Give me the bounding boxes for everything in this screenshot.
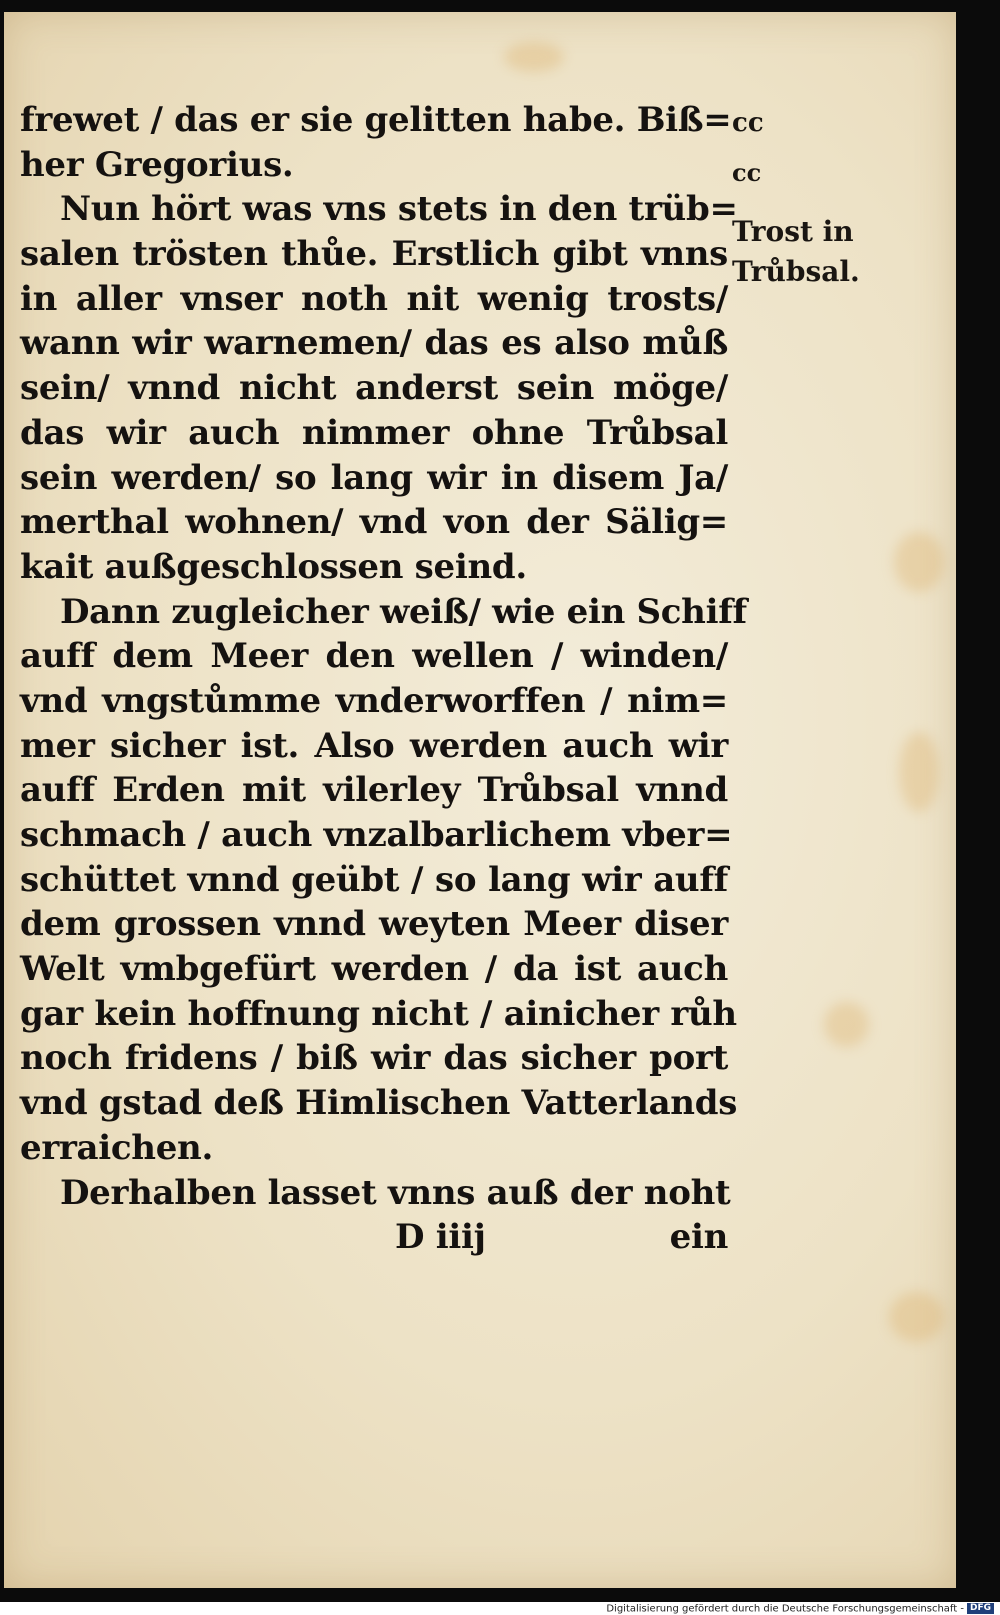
text-line: erraichen. (20, 1127, 214, 1168)
foxing-stain (894, 532, 944, 592)
text-line: mer sicher ist. Also werden auch wir (20, 725, 728, 766)
text-line: noch fridens / biß wir das sicher port (20, 1038, 728, 1079)
text-line: merthal wohnen/ vnd von der Sälig= (20, 502, 728, 543)
footer-text: Digitalisierung gefördert durch die Deutsche Forschungsgemeinschaft - (606, 1603, 964, 1615)
text-line: her Gregorius. (20, 144, 294, 185)
foxing-stain (889, 1292, 944, 1342)
marginal-note (732, 212, 862, 292)
dfg-logo[interactable]: DFG (967, 1603, 994, 1614)
text-line: auff dem Meer den wellen / winden/ (20, 636, 728, 677)
text-line: salen trösten thůe. Erstlich gibt vnns (20, 234, 728, 275)
signature-line (20, 1215, 728, 1260)
text-line: frewet / das er sie gelitten habe. Biß= (20, 100, 732, 140)
foxing-stain (824, 1002, 869, 1047)
marginal-note-line: Trůbsal. (732, 255, 860, 288)
text-line: Nun hört was vns stets in den trüb= (60, 189, 738, 230)
text-line: Dann zugleicher weiß/ wie ein Schiff (60, 591, 747, 632)
text-line: vnd gstad deß Himlischen Vatterlands (20, 1083, 738, 1124)
text-line: Welt vmbgefürt werden / da ist auch (20, 949, 728, 990)
text-line: sein werden/ so lang wir in disem Ja/ (20, 457, 728, 498)
text-line: in aller vnser noth nit wenig trosts/ (20, 278, 728, 319)
signature-mark: D iiij (395, 1217, 486, 1258)
text-line: kait außgeschlossen seind. (20, 546, 527, 587)
margin-quote-mark: cc (732, 158, 762, 187)
text-line: sein/ vnnd nicht anderst sein möge/ (20, 368, 728, 409)
text-line: dem grossen vnnd weyten Meer diser (20, 904, 728, 945)
text-line: vnd vngstůmme vnderworffen / nim= (20, 680, 728, 721)
text-line: gar kein hoffnung nicht / ainicher růh (20, 993, 737, 1034)
margin-quote-mark: cc (732, 108, 764, 138)
text-line: wann wir warnemen/ das es also můß (20, 323, 728, 364)
text-line: Derhalben lasset vnns auß der noht (60, 1172, 731, 1213)
footer-credit (606, 1603, 994, 1615)
text-line: auff Erden mit vilerley Trůbsal vnnd (20, 770, 728, 811)
foxing-stain (504, 42, 564, 72)
text-line: schüttet vnnd geübt / so lang wir auff (20, 859, 728, 900)
marginal-note-line: Trost in (732, 215, 854, 248)
text-line: schmach / auch vnzalbarlichem vber= (20, 815, 733, 855)
foxing-stain (899, 732, 939, 812)
catchword: ein (669, 1217, 728, 1258)
text-line: das wir auch nimmer ohne Trůbsal (20, 412, 728, 453)
